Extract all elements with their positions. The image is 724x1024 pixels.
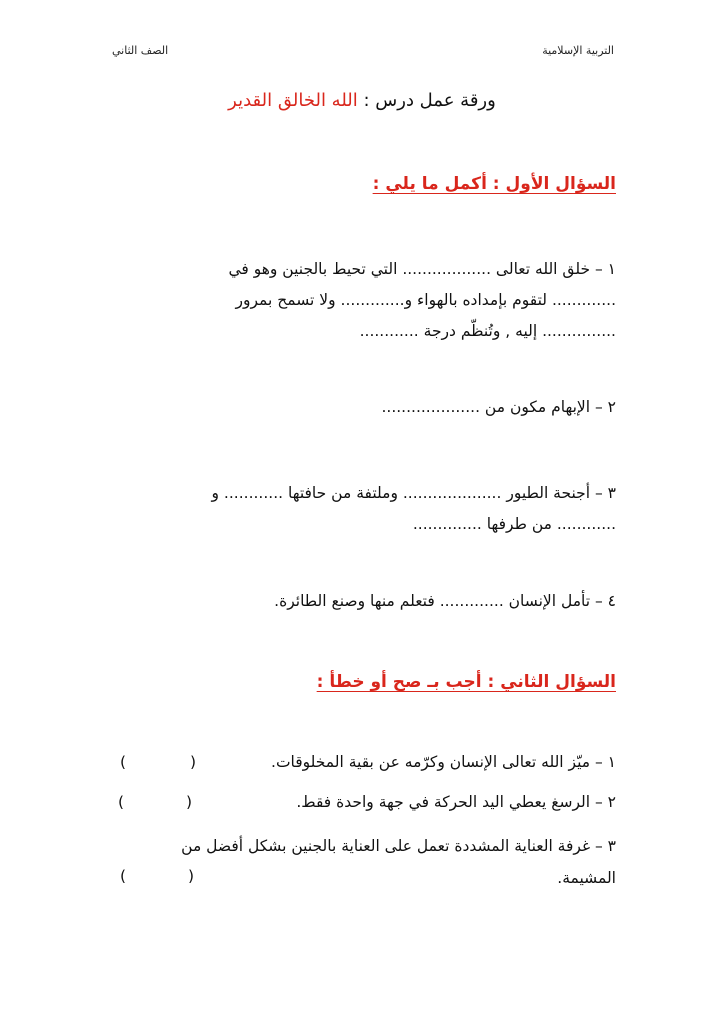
answer-bracket-open[interactable]: ( (187, 867, 194, 885)
question-line: ٣ – غرفة العناية المشددة تعمل على العناية بالجنين بشكل أفضل من (181, 837, 616, 855)
worksheet-title (0, 90, 724, 111)
question-text: ١ – ميّز الله تعالى الإنسان وكرّمه عن بقية المخلوقات. (271, 753, 616, 771)
question-line: ٤ – تأمل الإنسان ............. فتعلم منها وصنع الطائرة. (274, 592, 616, 610)
title-prefix: ورقة عمل درس : (357, 90, 496, 111)
fill-blank-question-4 (116, 586, 616, 617)
lesson-name: الله الخالق القدير (228, 90, 358, 111)
question-line: المشيمة. (557, 869, 616, 887)
answer-bracket-open[interactable]: ( (185, 793, 192, 811)
question-line: ٢ – الإبهام مكون من .................... (381, 398, 616, 416)
question-line: ٣ – أجنحة الطيور .................... وملتفة من حافتها ............ و (211, 484, 616, 502)
header-subject: التربية الإسلامية (542, 44, 614, 57)
question-line: ............ من طرفها .............. (412, 515, 616, 533)
answer-bracket-close[interactable]: ) (119, 753, 126, 771)
true-false-question-1 (116, 753, 616, 783)
header-grade: الصف الثاني (112, 44, 169, 57)
true-false-question-2 (116, 793, 616, 823)
question-line: ............... إليه , وتُنظّم درجة ............ (359, 322, 616, 340)
section2-heading: السؤال الثاني : أجب بـ صح أو خطأ : (316, 672, 616, 692)
section1-heading: السؤال الأول : أكمل ما يلي : (372, 174, 616, 194)
fill-blank-question-1 (116, 254, 616, 347)
question-line: ............. لتقوم بإمداده بالهواء و............. ولا تسمح بمرور (235, 291, 616, 309)
true-false-question-3 (116, 830, 616, 894)
fill-blank-question-3 (116, 478, 616, 540)
answer-bracket-open[interactable]: ( (189, 753, 196, 771)
answer-bracket-close[interactable]: ) (119, 867, 126, 885)
question-text: ٢ – الرسغ يعطي اليد الحركة في جهة واحدة فقط. (296, 793, 616, 811)
question-line: ١ – خلق الله تعالى .................. التي تحيط بالجنين وهو في (228, 260, 616, 278)
fill-blank-question-2 (116, 392, 616, 423)
answer-bracket-close[interactable]: ) (117, 793, 124, 811)
